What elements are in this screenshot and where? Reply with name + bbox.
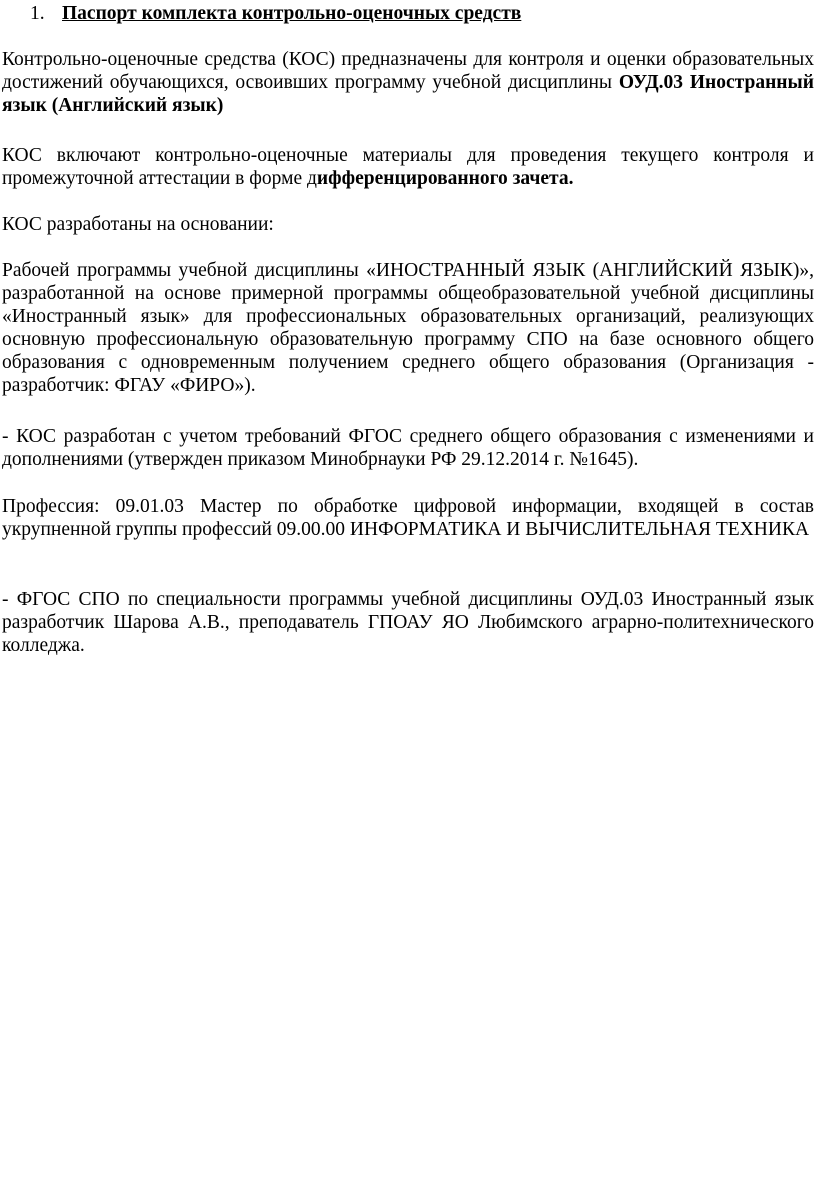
section-number: 1.	[30, 3, 45, 24]
paragraph-basis-text: КОС разработаны на основании:	[2, 214, 274, 235]
assessment-form: ифференцированного зачета.	[316, 168, 574, 189]
paragraph-fgos	[2, 425, 814, 471]
paragraph-basis	[2, 213, 814, 236]
paragraph-contents-text: КОС включают контрольно-оценочные материалы для проведения текущего контроля и промежуточной аттестации в форме д	[2, 145, 814, 189]
section-heading	[30, 2, 521, 25]
paragraph-fgos-text: - КОС разработан с учетом требований ФГОС среднего общего образования с изменениями и дополнениями (утвержден приказом Минобрнауки РФ 29.12.2014 г. №1645).	[2, 426, 814, 470]
paragraph-developer	[2, 588, 814, 657]
paragraph-purpose	[2, 48, 814, 117]
paragraph-profession	[2, 495, 814, 541]
paragraph-profession-text: Профессия: 09.01.03 Мастер по обработке цифровой информации, входящей в состав укрупненной группы профессий 09.00.00 ИНФОРМАТИКА И ВЫЧИСЛИТЕЛЬНАЯ ТЕХНИКА	[2, 496, 814, 540]
paragraph-purpose-text: Контрольно-оценочные средства (КОС) предназначены для контроля и оценки образовательных достижений обучающихся, освоивших программу учебной дисциплины	[2, 49, 814, 93]
discipline-name: ОУД.03 Иностранный язык (Английский язык)	[2, 72, 815, 116]
paragraph-work-program-text: Рабочей программы учебной дисциплины «ИНОСТРАННЫЙ ЯЗЫК (АНГЛИЙСКИЙ ЯЗЫК)», разработанной на основе примерной программы общеобразовательной учебной дисциплины «Иностранный язык» для профессиональных образовательных организаций, реализующих основную профессиональную образовательную программу СПО на базе основного общего образования с одновременным получением среднего общего образования (Организация - разработчик: ФГАУ «ФИРО»).	[2, 260, 814, 396]
section-title: Паспорт комплекта контрольно-оценочных средств	[62, 3, 522, 24]
paragraph-contents	[2, 144, 814, 190]
paragraph-developer-text: - ФГОС СПО по специальности программы учебной дисциплины ОУД.03 Иностранный язык разработчик Шарова А.В., преподаватель ГПОАУ ЯО Любимского аграрно-политехнического колледжа.	[2, 589, 814, 656]
paragraph-work-program	[2, 259, 814, 397]
